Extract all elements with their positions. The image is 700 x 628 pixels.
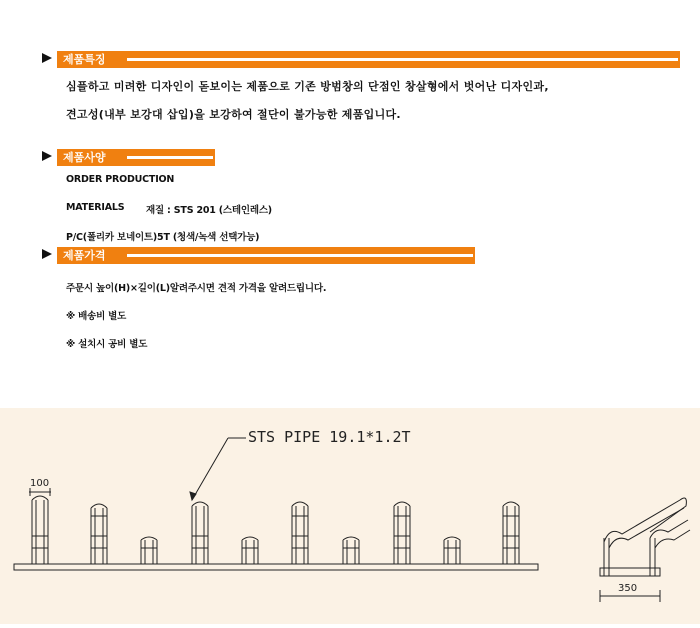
features-heading: 제품특징 <box>57 51 680 68</box>
tall-rack-3 <box>192 502 208 564</box>
price-heading: 제품가격 <box>57 247 475 264</box>
tall-rack-2 <box>91 504 107 564</box>
short-rack-1 <box>141 537 157 564</box>
technical-drawing <box>0 408 700 624</box>
features-line-2: 견고성(내부 보강대 삽입)을 보강하여 절단이 불가능한 제품입니다. <box>66 108 401 121</box>
tall-rack-5 <box>394 502 410 564</box>
materials-value: 재질 : STS 201 (스테인레스) <box>146 205 272 216</box>
tall-rack-1 <box>32 496 48 564</box>
arrow-icon <box>42 53 52 63</box>
specs-heading: 제품사양 <box>57 149 215 166</box>
arrow-icon <box>42 151 52 161</box>
pipe-label: STS PIPE 19.1*1.2T <box>248 428 411 446</box>
pc-spec: P/C(폴리카 보네이트)5T (청색/녹색 선택가능) <box>66 232 260 243</box>
tall-rack-6 <box>503 502 519 564</box>
base-bar <box>14 564 538 570</box>
short-rack-3 <box>343 537 359 564</box>
delivery-note: ※ 배송비 별도 <box>66 311 127 322</box>
pipe-leader <box>190 438 246 500</box>
order-production: ORDER PRODUCTION <box>66 174 175 185</box>
short-rack-2 <box>242 537 258 564</box>
height-dimension <box>29 488 51 496</box>
materials-label: MATERIALS <box>66 202 125 213</box>
tall-rack-4 <box>292 502 308 564</box>
side-view <box>600 498 690 602</box>
installation-note: ※ 설치시 공비 별도 <box>66 339 148 350</box>
features-line-1: 심플하고 미려한 디자인이 돋보이는 제품으로 기존 방범창의 단점인 창살형에서 벗어난 디자인과, <box>66 80 549 93</box>
height-dimension-label: 100 <box>30 478 50 489</box>
arrow-icon <box>42 249 52 259</box>
price-line-1: 주문시 높이(H)×길이(L)알려주시면 견적 가격을 알려드립니다. <box>66 283 327 294</box>
width-dimension-label: 350 <box>618 583 638 594</box>
short-rack-4 <box>444 537 460 564</box>
